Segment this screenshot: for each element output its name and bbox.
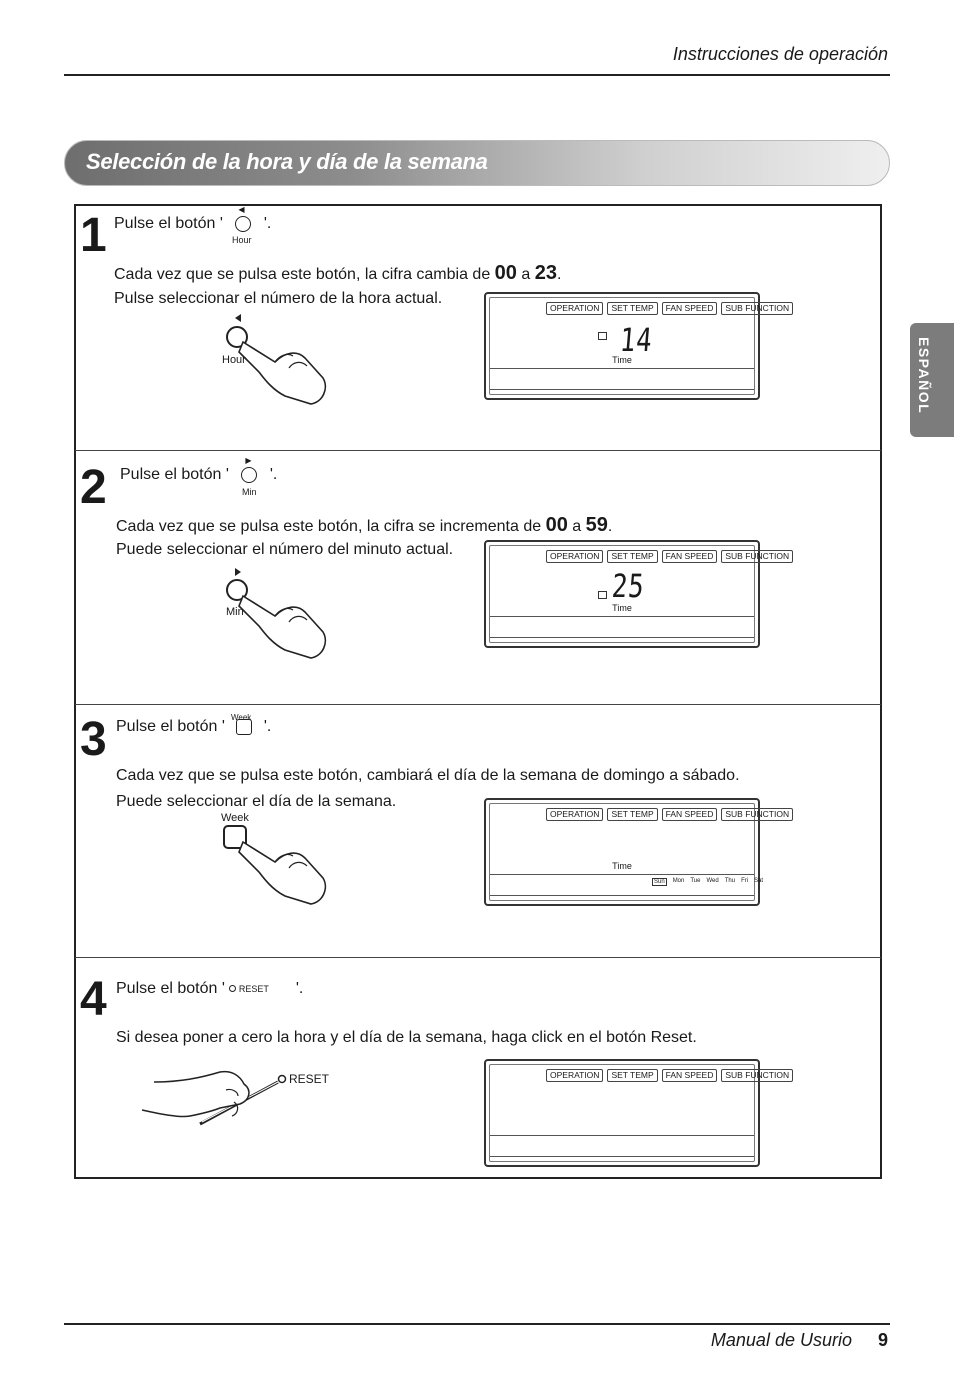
lcd-divider — [490, 368, 754, 369]
lcd-tag-set-temp: SET TEMP — [607, 808, 657, 821]
step-instruction — [114, 205, 272, 233]
pulse-text: Pulse el botón ' — [120, 466, 229, 483]
am-pm-icon — [598, 591, 607, 599]
lcd-time-label: Time — [612, 603, 632, 613]
lcd-tag-operation: OPERATION — [546, 550, 603, 563]
am-pm-icon — [598, 332, 607, 340]
day-tuesday: Tue — [690, 878, 701, 884]
pulse-text: Pulse el botón ' — [116, 980, 225, 997]
illustration-label: RESET — [289, 1072, 330, 1086]
header-rule — [64, 74, 890, 76]
lcd-tag-set-temp: SET TEMP — [607, 1069, 657, 1082]
day-monday: Mon — [672, 878, 685, 884]
reset-caption: RESET — [238, 983, 269, 994]
lcd-divider — [490, 637, 754, 638]
step-description: Cada vez que se pulsa este botón, cambiará el día de la semana de domingo a sábado. — [116, 767, 740, 784]
arrow-right-icon: ▶ — [245, 456, 252, 465]
step-description — [114, 262, 561, 285]
lcd-display — [484, 292, 790, 400]
step-instruction — [116, 980, 303, 998]
pulse-suffix: '. — [269, 466, 278, 483]
arrow-right-icon — [235, 568, 241, 576]
reset-dot-icon — [279, 1076, 286, 1083]
lcd-divider — [490, 895, 754, 896]
lcd-tag-sub-function: SUB FUNCTION — [721, 808, 793, 821]
pulse-suffix: '. — [295, 980, 304, 997]
step-divider — [75, 957, 881, 958]
pulse-suffix: '. — [263, 215, 272, 232]
lcd-tags — [546, 1069, 793, 1082]
arrow-left-icon — [235, 314, 241, 322]
step-divider — [75, 450, 881, 451]
lcd-time-label: Time — [612, 355, 632, 365]
day-saturday: Sat — [754, 878, 764, 884]
illustration-label: Hour — [222, 354, 246, 366]
lcd-divider — [490, 1135, 754, 1136]
desc-text: Cada vez que se pulsa este botón, la cifra cambia de — [114, 266, 495, 283]
step-instruction — [116, 718, 271, 736]
round-button-icon — [235, 216, 251, 232]
step-description-2: Puede seleccionar el número del minuto actual. — [116, 541, 454, 558]
lcd-tag-fan-speed: FAN SPEED — [662, 1069, 718, 1082]
lcd-display — [484, 540, 790, 648]
day-wednesday: Wed — [706, 878, 719, 884]
pulse-suffix: '. — [263, 718, 272, 735]
step-instruction — [120, 456, 278, 484]
lcd-display — [484, 798, 790, 906]
step-description: Si desea poner a cero la hora y el día de la semana, haga click en el botón Reset. — [116, 1029, 697, 1046]
page-number: 9 — [877, 1330, 888, 1350]
lcd-divider — [490, 874, 754, 875]
lcd-tags — [546, 808, 793, 821]
step-number: 1 — [80, 209, 107, 262]
square-button-icon — [236, 719, 252, 735]
range-from: 00 — [494, 262, 517, 284]
hour-button-icon — [227, 205, 259, 233]
step-number: 4 — [80, 973, 107, 1026]
lcd-tag-sub-function: SUB FUNCTION — [721, 1069, 793, 1082]
period: . — [556, 266, 562, 283]
lcd-tag-sub-function: SUB FUNCTION — [721, 302, 793, 315]
period: . — [607, 518, 613, 535]
day-sunday: Sun — [654, 879, 665, 885]
lcd-divider — [490, 389, 754, 390]
step-description-2: Puede seleccionar el día de la semana. — [116, 793, 397, 810]
button-caption: Min — [242, 487, 257, 497]
footer — [711, 1330, 888, 1351]
lcd-tags — [546, 302, 793, 315]
step-number: 2 — [80, 461, 107, 514]
lcd-tags — [546, 550, 793, 563]
arrow-left-icon: ◀ — [238, 205, 245, 214]
header-title: Instrucciones de operación — [672, 44, 888, 64]
lcd-divider — [490, 1156, 754, 1157]
range-to: 23 — [534, 262, 557, 284]
footer-rule — [64, 1323, 890, 1325]
step-description-2: Pulse seleccionar el número de la hora actual. — [114, 290, 443, 307]
lcd-tag-set-temp: SET TEMP — [607, 550, 657, 563]
illustration-label: Week — [221, 812, 249, 824]
min-button-icon — [233, 456, 265, 484]
lcd-tag-set-temp: SET TEMP — [607, 302, 657, 315]
lcd-display — [484, 1059, 790, 1167]
lcd-time-label: Time — [612, 861, 632, 871]
round-button-icon — [241, 467, 257, 483]
reset-button-icon — [229, 984, 291, 994]
language-tab-label: ESPAÑOL — [916, 337, 932, 415]
button-caption: Week — [231, 713, 252, 722]
lcd-tag-fan-speed: FAN SPEED — [662, 808, 718, 821]
pulse-text: Pulse el botón ' — [114, 215, 223, 232]
section-title: Selección de la hora y día de la semana — [86, 149, 488, 174]
lcd-divider — [490, 616, 754, 617]
step-description — [116, 514, 612, 537]
lcd-minute-value: 25 — [610, 567, 647, 605]
week-button-icon — [229, 718, 259, 736]
step-number: 3 — [80, 713, 107, 766]
lcd-tag-fan-speed: FAN SPEED — [662, 550, 718, 563]
day-thursday: Thu — [724, 878, 736, 884]
lcd-tag-operation: OPERATION — [546, 808, 603, 821]
range-from: 00 — [545, 514, 568, 536]
desc-text: Cada vez que se pulsa este botón, la cifra se incrementa de — [116, 518, 546, 535]
footer-title: Manual de Usurio — [710, 1330, 852, 1350]
hand-pen-illustration — [140, 1066, 290, 1128]
day-friday: Fri — [741, 878, 749, 884]
button-caption: Hour — [232, 235, 252, 245]
pulse-text: Pulse el botón ' — [116, 718, 225, 735]
lcd-tag-sub-function: SUB FUNCTION — [721, 550, 793, 563]
hand-press-illustration — [215, 822, 335, 908]
range-a: a — [516, 266, 535, 283]
range-a: a — [567, 518, 586, 535]
lcd-tag-operation: OPERATION — [546, 302, 603, 315]
lcd-hour-value: 14 — [618, 321, 655, 359]
lcd-weekdays — [652, 878, 763, 886]
step-divider — [75, 704, 881, 705]
reset-dot-icon — [229, 985, 236, 992]
illustration-label: Min — [226, 606, 244, 618]
range-to: 59 — [585, 514, 608, 536]
lcd-tag-operation: OPERATION — [546, 1069, 603, 1082]
lcd-tag-fan-speed: FAN SPEED — [662, 302, 718, 315]
